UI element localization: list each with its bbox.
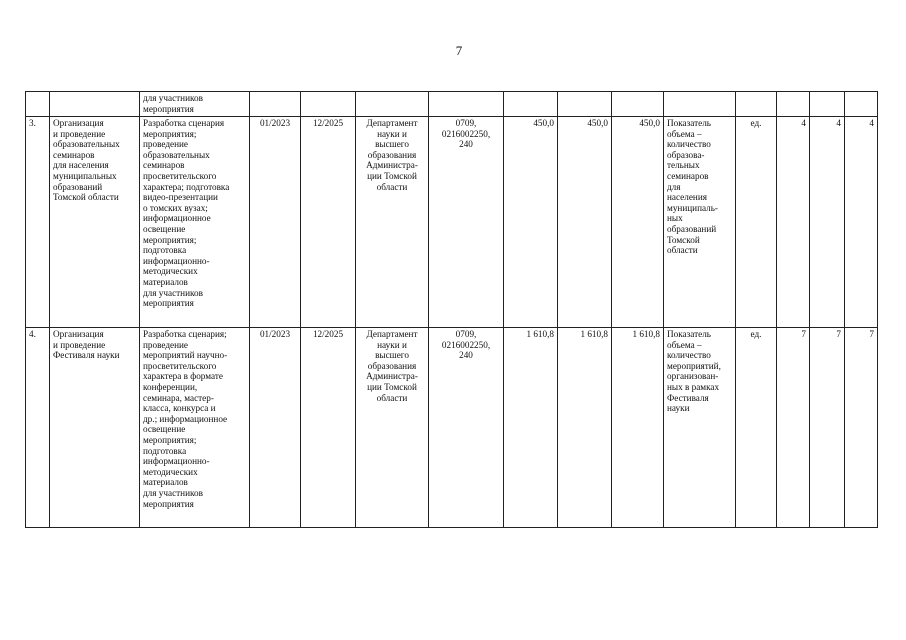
cell-indicator: Показатель объема – количество мероприятий, организован- ных в рамках Фестиваля науки <box>664 328 736 528</box>
table-row <box>26 328 878 528</box>
cell-code <box>429 92 504 117</box>
cell-event: для участников мероприятия <box>140 92 250 117</box>
cell-v3: 1 610,8 <box>612 328 664 528</box>
cell-end <box>301 92 356 117</box>
cell-unit <box>736 92 777 117</box>
cell-v1: 1 610,8 <box>504 328 558 528</box>
cell-executor: Департамент науки и высшего образования Администра- ции Томской области <box>356 328 429 528</box>
program-table <box>25 91 878 528</box>
cell-indicator: Показатель объема – количество образова- тельных семинаров для населения муниципаль- ных образований Томской области <box>664 117 736 328</box>
table-row-continuation <box>26 92 878 117</box>
cell-num: 3. <box>26 117 50 328</box>
cell-v2 <box>558 92 612 117</box>
cell-unit: ед. <box>736 328 777 528</box>
cell-i1: 4 <box>777 117 810 328</box>
table-row <box>26 117 878 328</box>
cell-v3 <box>612 92 664 117</box>
cell-i1: 7 <box>777 328 810 528</box>
cell-i2 <box>810 92 845 117</box>
cell-unit: ед. <box>736 117 777 328</box>
cell-task <box>50 92 140 117</box>
cell-start <box>250 92 301 117</box>
cell-end: 12/2025 <box>301 328 356 528</box>
cell-task: Организация и проведение Фестиваля науки <box>50 328 140 528</box>
page-number: 7 <box>455 43 463 58</box>
cell-event: Разработка сценария мероприятия; проведение образовательных семинаров просветительского характера; подготовка видео-презентации о томских вузах; информационное освещение мероприятия; подготовка информационно- методических материалов для участников мероприятия <box>140 117 250 328</box>
cell-v2: 1 610,8 <box>558 328 612 528</box>
cell-i3: 7 <box>845 328 878 528</box>
cell-end: 12/2025 <box>301 117 356 328</box>
cell-i3 <box>845 92 878 117</box>
cell-i2: 7 <box>810 328 845 528</box>
cell-indicator <box>664 92 736 117</box>
cell-v2: 450,0 <box>558 117 612 328</box>
cell-num <box>26 92 50 117</box>
cell-v1 <box>504 92 558 117</box>
cell-event: Разработка сценария; проведение мероприятий научно- просветительского характера в формате конференции, семинара, мастер- класса, конкурса и др.; информационное освещение мероприятия; подготовка информационно- методических материалов для участников мероприятия <box>140 328 250 528</box>
cell-executor: Департамент науки и высшего образования Администра- ции Томской области <box>356 117 429 328</box>
cell-executor <box>356 92 429 117</box>
cell-i3: 4 <box>845 117 878 328</box>
cell-start: 01/2023 <box>250 328 301 528</box>
cell-v1: 450,0 <box>504 117 558 328</box>
cell-code: 0709, 0216002250, 240 <box>429 328 504 528</box>
cell-i2: 4 <box>810 117 845 328</box>
cell-task: Организация и проведение образовательных семинаров для населения муниципальных образований Томской области <box>50 117 140 328</box>
cell-i1 <box>777 92 810 117</box>
cell-start: 01/2023 <box>250 117 301 328</box>
cell-num: 4. <box>26 328 50 528</box>
cell-code: 0709, 0216002250, 240 <box>429 117 504 328</box>
cell-v3: 450,0 <box>612 117 664 328</box>
